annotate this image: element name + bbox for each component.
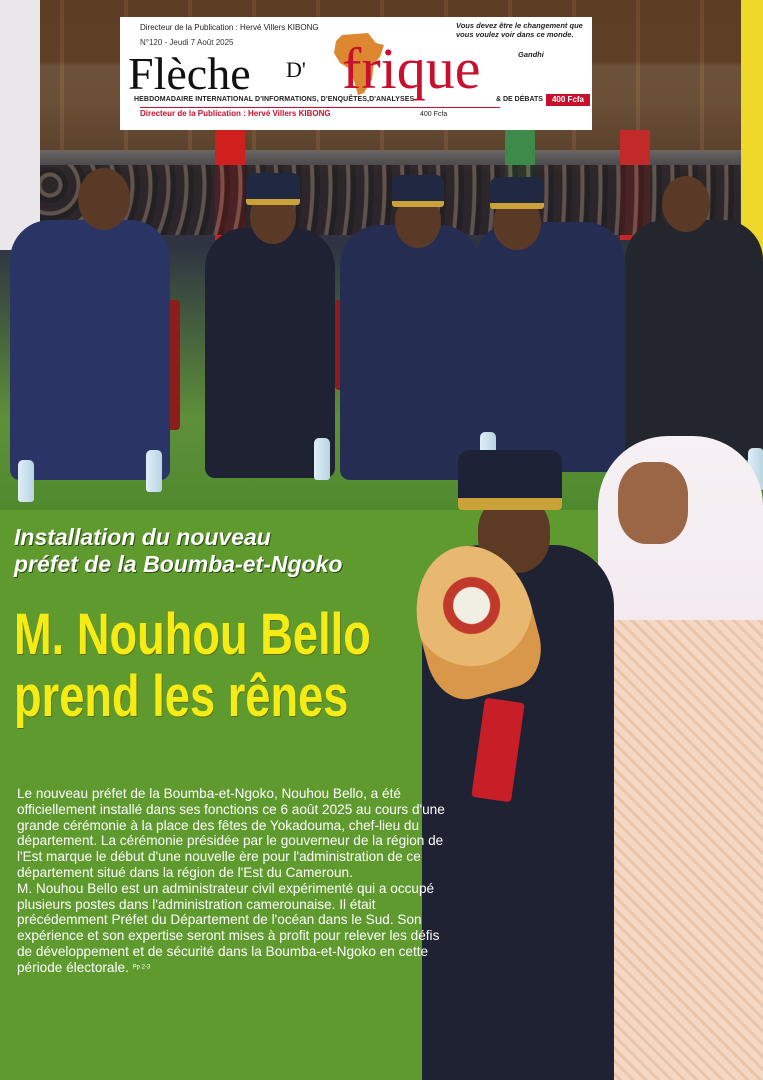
article-paragraph-2-text: M. Nouhou Bello est un administrateur civil expérimenté qui a occupé plusieurs postes dans l'administration camerounaise. Il était précédemment Préfet du Département de l'océan dans le Sud. Son expérience et son expertise seront mises à profit pour relever les défis de développement et de sécurité dans la Boumba-et-Ngoko en cette période électorale. <box>17 880 440 975</box>
uniform-cap <box>246 173 300 205</box>
official-seated <box>625 220 763 460</box>
masthead-title-frique: frique <box>342 36 481 101</box>
article-kicker <box>14 524 424 578</box>
headline-line-2: prend les rênes <box>14 664 349 729</box>
kicker-line-1: Installation du nouveau <box>14 524 271 550</box>
kicker-line-2: préfet de la Boumba-et-Ngoko <box>14 551 343 577</box>
article-body <box>17 786 449 976</box>
quote-author: Gandhi <box>518 50 544 59</box>
uniform-cap <box>392 175 444 207</box>
director-credit-bottom: Directeur de la Publication : Hervé Villers KIBONG <box>140 109 331 118</box>
article-paragraph-2 <box>17 881 449 976</box>
director-credit-top: Directeur de la Publication : Hervé Villers KIBONG <box>140 23 319 32</box>
water-bottle <box>314 438 330 480</box>
masthead-tagline: HEBDOMADAIRE INTERNATIONAL D'INFORMATIONS, D'ENQUÊTES,D'ANALYSES <box>134 96 415 103</box>
article-paragraph-1: Le nouveau préfet de la Boumba-et-Ngoko, Nouhou Bello, a été officiellement installé dans ses fonctions ce 6 août 2025 au cours d'une grande cérémonie à la place des fêtes de Yokadouma, chef-lieu du département. La cérémonie présidée par le gouverneur de la région de l'Est marque le début d'une nouvelle ère pour l'administration de ce département situé dans la région de l'Est du Cameroun. <box>17 786 445 880</box>
patterned-dress <box>610 620 763 1080</box>
article-headline <box>14 602 371 729</box>
official-head <box>662 176 710 232</box>
headline-line-1: M. Nouhou Bello <box>14 602 371 667</box>
water-bottle <box>146 450 162 492</box>
masthead <box>120 17 592 130</box>
masthead-title-d: D' <box>286 57 306 82</box>
masthead-tagline-end: & DE DÉBATS <box>496 96 543 103</box>
masthead-rule <box>140 107 500 108</box>
water-bottle <box>18 460 34 502</box>
official-head <box>78 168 130 230</box>
official-seated <box>10 220 170 480</box>
issue-info: N°120 - Jeudi 7 Août 2025 <box>140 38 234 47</box>
masthead-quote: Vous devez être le changement que vous voulez voir dans ce monde. <box>456 21 583 39</box>
white-curtain <box>0 0 40 250</box>
official-seated <box>475 222 625 472</box>
page-reference: Pp 2-3 <box>132 964 151 971</box>
price-small: 400 Fcfa <box>420 111 448 118</box>
masthead-title-fleche: Flèche <box>128 48 251 99</box>
prefect-cap <box>458 450 562 510</box>
uniform-cap <box>490 177 544 209</box>
price-badge: 400 Fcfa <box>546 94 590 106</box>
woman-face <box>618 462 688 544</box>
